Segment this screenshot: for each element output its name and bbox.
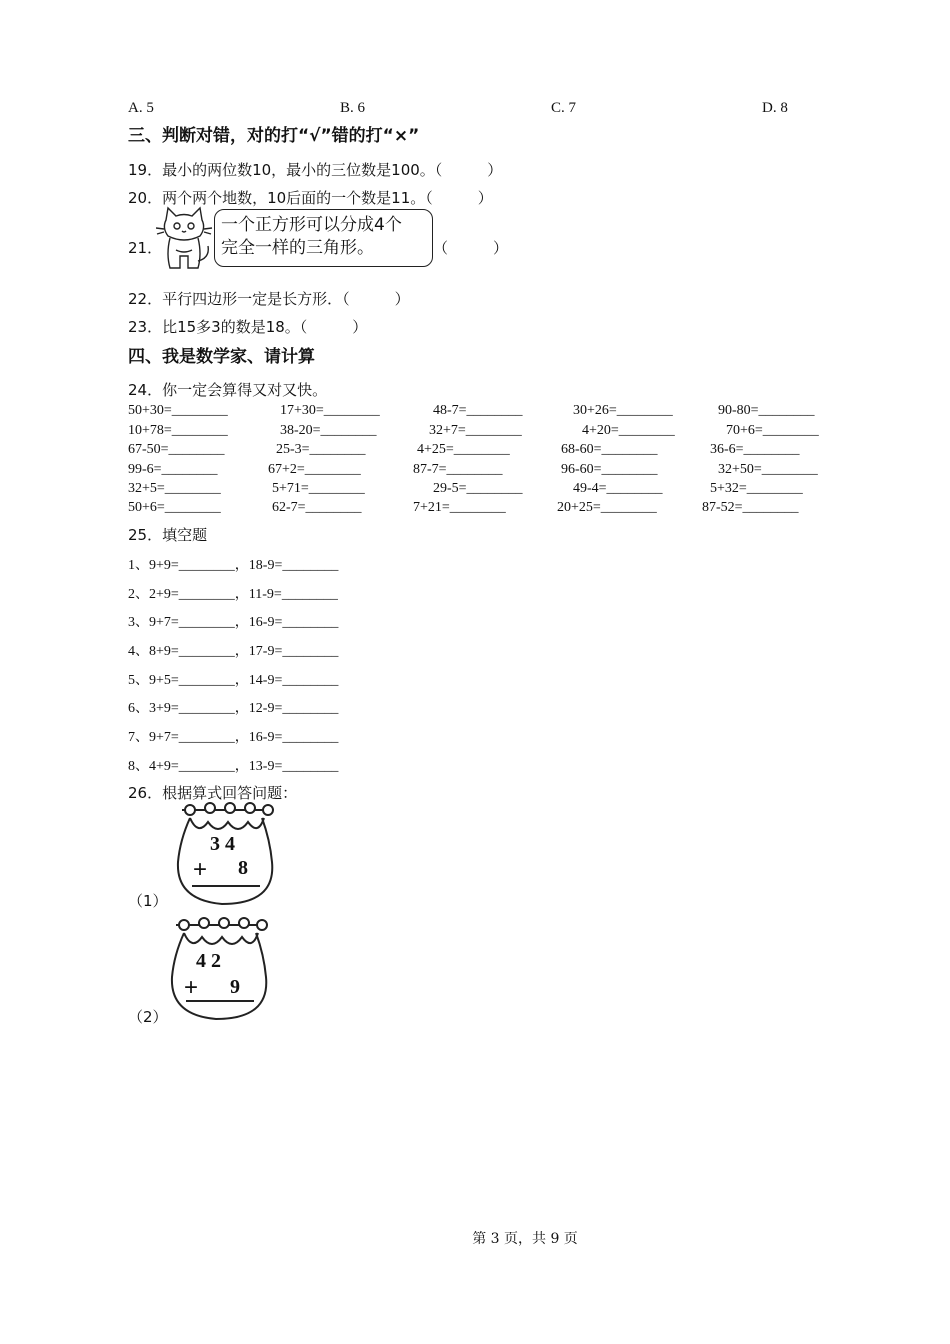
calc-r3c5: 36-6=________ bbox=[710, 442, 800, 457]
question-24-title: 24．你一定会算得又对又快。 bbox=[128, 381, 328, 399]
calc-r1c5: 90-80=________ bbox=[718, 403, 815, 418]
fill-item-4: 4、8+9=________，17-9=________ bbox=[128, 644, 339, 659]
option-c: C. 7 bbox=[551, 100, 577, 116]
option-a: A. 5 bbox=[128, 100, 154, 116]
bag-1-label: （1） bbox=[128, 892, 168, 910]
bag-2-operator: + bbox=[184, 974, 199, 1001]
calc-r2c1: 10+78=________ bbox=[128, 423, 228, 438]
calc-r6c1: 50+6=________ bbox=[128, 500, 221, 515]
page-footer: 第 3 页，共 9 页 bbox=[472, 1231, 578, 1247]
section-3-title: 三、判断对错，对的打“√”错的打“×” bbox=[128, 126, 420, 146]
calc-r5c2: 5+71=________ bbox=[272, 481, 365, 496]
calc-r1c1: 50+30=________ bbox=[128, 403, 228, 418]
calc-r6c5: 87-52=________ bbox=[702, 500, 799, 515]
bag-1-top-number: 3 4 bbox=[210, 833, 235, 855]
fill-item-6: 6、3+9=________，12-9=________ bbox=[128, 701, 339, 716]
fill-item-2: 2、2+9=________，11-9=________ bbox=[128, 587, 338, 602]
calc-r1c4: 30+26=________ bbox=[573, 403, 673, 418]
calc-r2c2: 38-20=________ bbox=[280, 423, 377, 438]
calc-r5c5: 5+32=________ bbox=[710, 481, 803, 496]
calc-r2c5: 70+6=________ bbox=[726, 423, 819, 438]
bag-2-top-number: 4 2 bbox=[196, 950, 221, 972]
question-21-answer: （ ） bbox=[433, 239, 509, 257]
fill-item-3: 3、9+7=________，16-9=________ bbox=[128, 615, 339, 630]
calc-r3c1: 67-50=________ bbox=[128, 442, 225, 457]
calc-r5c3: 29-5=________ bbox=[433, 481, 523, 496]
calc-r2c4: 4+20=________ bbox=[582, 423, 675, 438]
calc-r6c4: 20+25=________ bbox=[557, 500, 657, 515]
bubble-line-2: 完全一样的三角形。 bbox=[221, 238, 374, 258]
fill-item-8: 8、4+9=________，13-9=________ bbox=[128, 759, 339, 774]
calc-r1c2: 17+30=________ bbox=[280, 403, 380, 418]
fill-item-5: 5、9+5=________，14-9=________ bbox=[128, 673, 339, 688]
section-4-title: 四、我是数学家、请计算 bbox=[128, 347, 315, 367]
bag-2-bottom-number: 9 bbox=[230, 976, 240, 998]
question-22: 22．平行四边形一定是长方形．（ ） bbox=[128, 290, 410, 308]
calc-r6c3: 7+21=________ bbox=[413, 500, 506, 515]
calc-r4c4: 96-60=________ bbox=[561, 462, 658, 477]
question-19: 19．最小的两位数10，最小的三位数是100。（ ） bbox=[128, 161, 503, 179]
calc-r3c4: 68-60=________ bbox=[561, 442, 658, 457]
calc-r4c1: 99-6=________ bbox=[128, 462, 218, 477]
question-26-title: 26．根据算式回答问题： bbox=[128, 784, 298, 802]
bag-2-label: （2） bbox=[128, 1008, 168, 1026]
question-21-number: 21． bbox=[128, 239, 163, 257]
question-23: 23．比15多3的数是18。（ ） bbox=[128, 318, 368, 336]
calc-r1c3: 48-7=________ bbox=[433, 403, 523, 418]
cat-illustration-icon bbox=[156, 206, 214, 274]
fill-item-7: 7、9+7=________，16-9=________ bbox=[128, 730, 339, 745]
fill-item-1: 1、9+9=________，18-9=________ bbox=[128, 558, 339, 573]
bag-1-operator: + bbox=[193, 856, 208, 883]
option-b: B. 6 bbox=[340, 100, 366, 116]
bag-1-bottom-number: 8 bbox=[238, 857, 248, 879]
question-25-title: 25．填空题 bbox=[128, 526, 208, 544]
calc-r4c3: 87-7=________ bbox=[413, 462, 503, 477]
bubble-line-1: 一个正方形可以分成4个 bbox=[221, 215, 402, 235]
calc-r5c4: 49-4=________ bbox=[573, 481, 663, 496]
option-d: D. 8 bbox=[762, 100, 788, 116]
speech-bubble bbox=[214, 209, 433, 267]
calc-r6c2: 62-7=________ bbox=[272, 500, 362, 515]
calc-r4c5: 32+50=________ bbox=[718, 462, 818, 477]
calc-r4c2: 67+2=________ bbox=[268, 462, 361, 477]
calc-r3c2: 25-3=________ bbox=[276, 442, 366, 457]
calc-r3c3: 4+25=________ bbox=[417, 442, 510, 457]
calc-r2c3: 32+7=________ bbox=[429, 423, 522, 438]
calc-r5c1: 32+5=________ bbox=[128, 481, 221, 496]
question-20: 20．两个两个地数，10后面的一个数是11。（ ） bbox=[128, 189, 493, 207]
